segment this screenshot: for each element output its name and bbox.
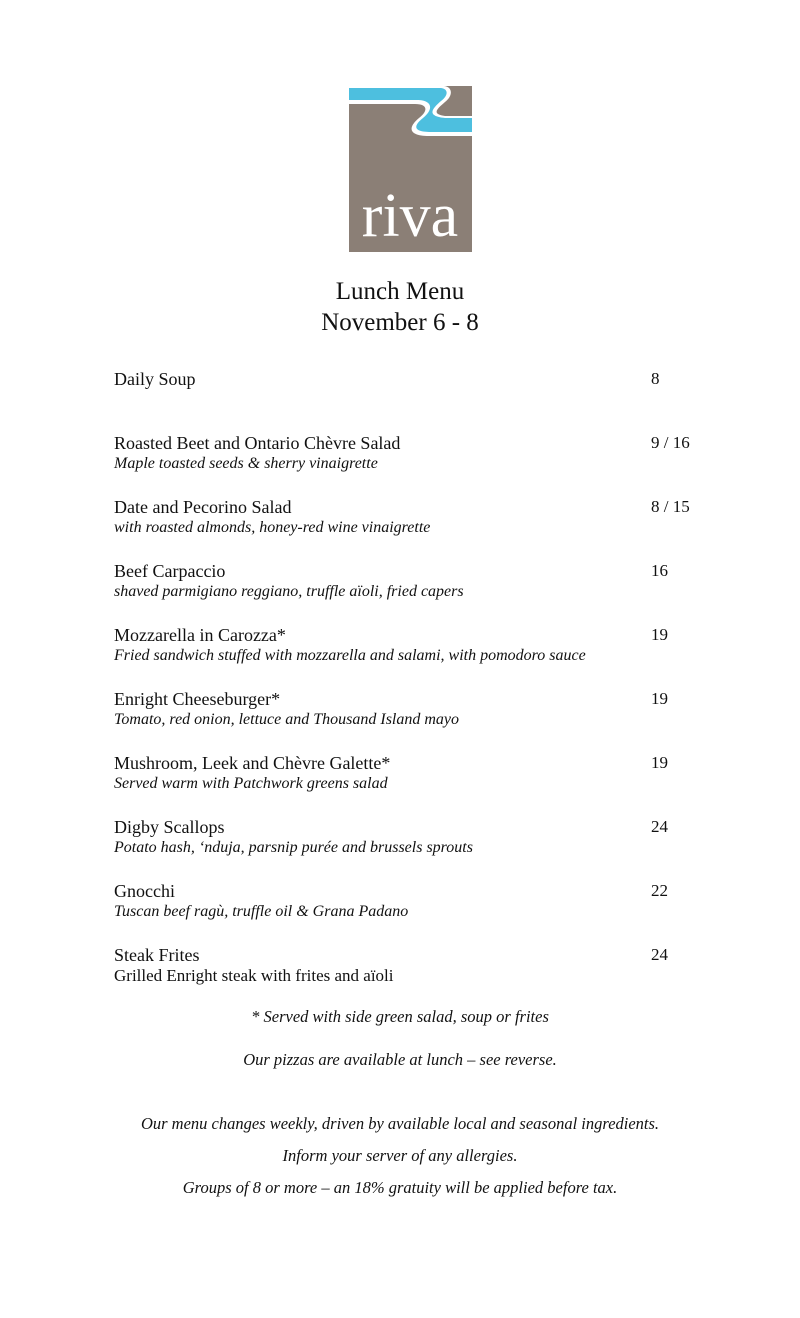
item-name: Gnocchi	[114, 881, 175, 901]
weekly-note: Our menu changes weekly, driven by available local and seasonal ingredients.	[140, 1114, 660, 1133]
menu-item	[114, 368, 714, 432]
menu-list	[114, 368, 714, 1008]
logo-text: riva	[361, 182, 459, 250]
item-name: Date and Pecorino Salad	[114, 497, 292, 517]
item-name: Mozzarella in Carozza*	[114, 625, 286, 645]
item-price: 8	[651, 369, 660, 388]
menu-header	[0, 276, 800, 338]
item-name: Enright Cheeseburger*	[114, 689, 281, 709]
menu-item	[114, 688, 714, 752]
item-price: 19	[651, 753, 668, 772]
gratuity-note: Groups of 8 or more – an 18% gratuity will be applied before tax.	[182, 1178, 618, 1197]
item-description: Served warm with Patchwork greens salad	[114, 775, 388, 792]
item-description: Tomato, red onion, lettuce and Thousand Island mayo	[114, 711, 460, 728]
menu-dates: November 6 - 8	[321, 309, 479, 336]
menu-title: Lunch Menu	[335, 278, 465, 305]
item-price: 9 / 16	[651, 433, 690, 452]
item-name: Beef Carpaccio	[114, 561, 226, 581]
menu-item	[114, 880, 714, 944]
item-price: 22	[651, 881, 668, 900]
pizza-note: Our pizzas are available at lunch – see reverse.	[243, 1050, 557, 1069]
menu-item	[114, 816, 714, 880]
item-description: Tuscan beef ragù, truffle oil & Grana Padano	[114, 903, 409, 920]
riva-logo	[349, 86, 472, 252]
item-name: Steak Frites	[114, 945, 200, 965]
item-price: 8 / 15	[651, 497, 690, 516]
item-description: Fried sandwich stuffed with mozzarella and salami, with pomodoro sauce	[114, 647, 586, 664]
item-description: Potato hash, ‘nduja, parsnip purée and brussels sprouts	[114, 839, 473, 856]
allergy-note: Inform your server of any allergies.	[282, 1146, 518, 1165]
menu-item	[114, 560, 714, 624]
menu-item	[114, 944, 714, 1008]
item-name: Roasted Beet and Ontario Chèvre Salad	[114, 433, 401, 453]
item-name: Daily Soup	[114, 369, 196, 389]
menu-item	[114, 624, 714, 688]
asterisk-note: * Served with side green salad, soup or frites	[251, 1007, 549, 1026]
item-price: 24	[651, 817, 668, 836]
item-price: 19	[651, 625, 668, 644]
menu-item	[114, 496, 714, 560]
item-name: Mushroom, Leek and Chèvre Galette*	[114, 753, 391, 773]
item-price: 19	[651, 689, 668, 708]
menu-item	[114, 432, 714, 496]
menu-item	[114, 752, 714, 816]
item-price: 16	[651, 561, 668, 580]
logo-mark-icon	[349, 86, 472, 252]
item-description: shaved parmigiano reggiano, truffle aïoli, fried capers	[114, 583, 464, 600]
item-name: Digby Scallops	[114, 817, 225, 837]
item-price: 24	[651, 945, 668, 964]
item-description: with roasted almonds, honey-red wine vinaigrette	[114, 519, 431, 536]
item-description: Maple toasted seeds & sherry vinaigrette	[114, 455, 378, 472]
item-description: Grilled Enright steak with frites and aïoli	[114, 966, 394, 985]
